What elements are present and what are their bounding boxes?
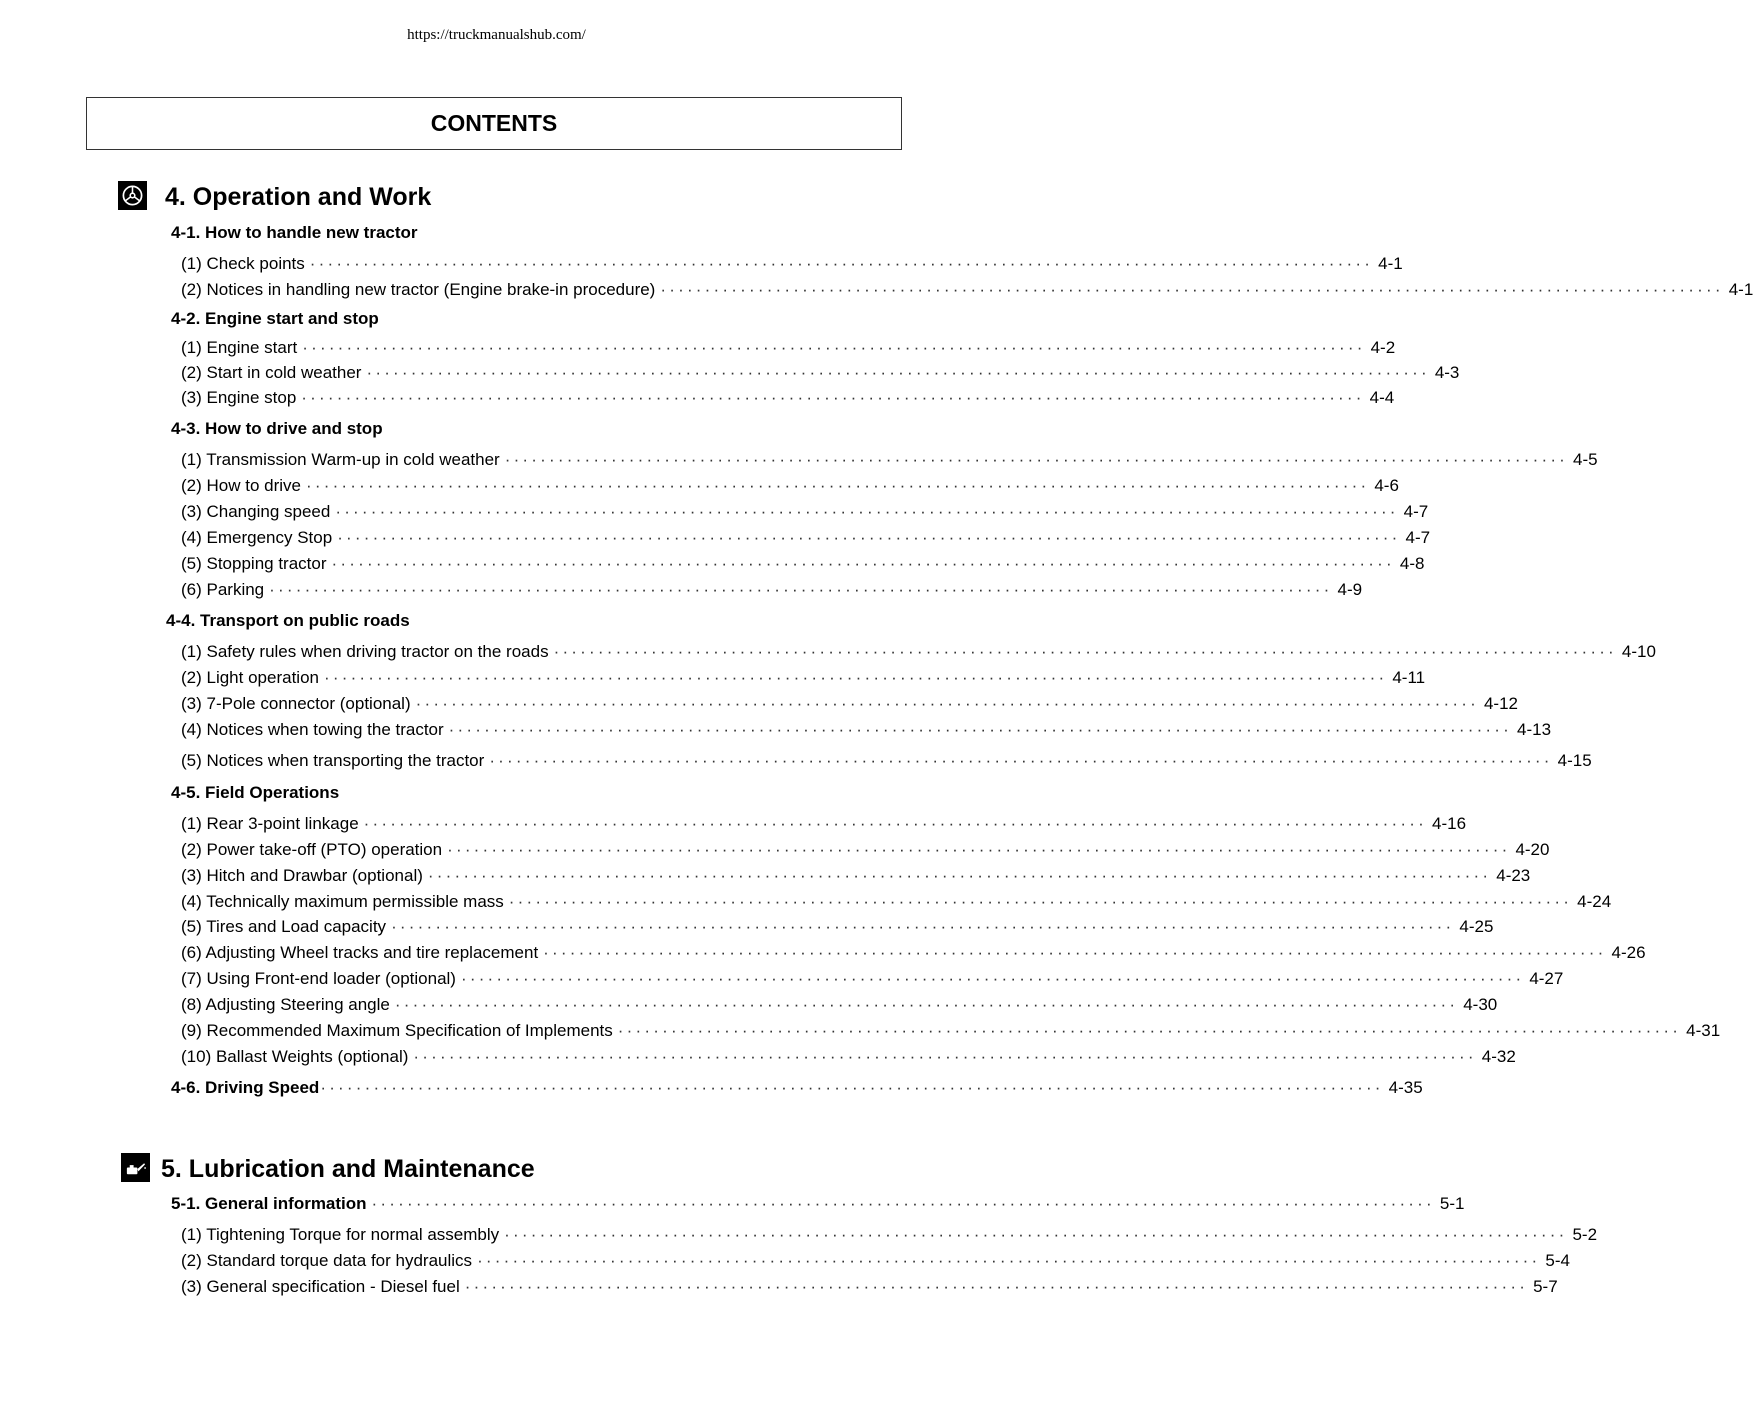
leader-dots: ························································································································ [504,450,1569,469]
leader-dots: ························································································································ [269,580,1333,599]
toc-entry-page: 4-1 [1378,254,1403,273]
toc-entry[interactable] [181,1277,1558,1297]
leader-dots: ························································································································ [391,917,1455,936]
toc-entry[interactable] [181,892,1612,912]
toc-entry-title: (5) Tires and Load capacity [181,917,387,936]
toc-entry[interactable] [181,694,1518,714]
toc-entry[interactable] [181,1021,1721,1041]
toc-entry-title: (1) Safety rules when driving tractor on the roads [181,642,549,661]
toc-entry-title: (3) General specification - Diesel fuel [181,1277,460,1296]
toc-entry[interactable] [181,668,1426,688]
toc-entry-page: 4-31 [1686,1021,1721,1040]
toc-entry-title: (1) Engine start [181,338,298,357]
toc-entry[interactable] [181,866,1531,886]
toc-entry-title: (8) Adjusting Steering angle [181,995,390,1014]
toc-entry-title: (2) Standard torque data for hydraulics [181,1251,473,1270]
toc-entry-title: (4) Notices when towing the tractor [181,720,444,739]
toc-entry-title: (1) Rear 3-point linkage [181,814,359,833]
toc-entry-page: 5-4 [1545,1251,1570,1270]
leader-dots: ························································································································ [460,969,1525,988]
leader-dots: ························································································································ [504,1225,1568,1244]
leader-dots: ························································································································ [320,1078,1384,1097]
toc-entry[interactable] [181,363,1460,383]
toc-entry[interactable] [181,1225,1598,1245]
leader-dots: ························································································································ [464,1277,1529,1296]
toc-entry-page: 4-11 [1392,668,1426,687]
toc-entry-page: 4-16 [1432,814,1467,833]
toc-entry-page: 4-1 [1728,280,1753,299]
toc-entry-page: 4-6 [1374,476,1399,495]
leader-dots: ························································································································ [489,751,1553,770]
contents-title: CONTENTS [430,110,558,136]
toc-entry-page: 5-2 [1572,1225,1598,1244]
toc-entry[interactable] [181,1047,1516,1067]
section-4-1-title: 4-1. How to handle new tractor [171,223,418,242]
toc-entry[interactable] [181,642,1656,662]
toc-entry-title: (3) Engine stop [181,388,297,407]
toc-entry-page: 5-7 [1533,1277,1558,1296]
leader-dots: ························································································································ [335,502,1399,521]
toc-entry-title: (3) 7-Pole connector (optional) [181,694,411,713]
toc-entry[interactable] [181,254,1403,274]
toc-entry[interactable] [181,528,1431,548]
chapter-5-title: 5. Lubrication and Maintenance [161,1155,535,1183]
toc-entry-title: (1) Check points [181,254,305,273]
toc-entry-page: 4-13 [1517,720,1552,739]
leader-dots: ························································································································ [415,694,1479,713]
section-4-3-title: 4-3. How to drive and stop [171,419,383,438]
toc-entry[interactable] [181,995,1498,1015]
toc-entry[interactable] [181,943,1646,963]
toc-entry[interactable] [181,751,1592,771]
steering-wheel-icon [118,181,147,210]
toc-entry-page: 4-24 [1577,892,1612,911]
toc-entry-page: 4-20 [1515,840,1550,859]
toc-entry-title: (10) Ballast Weights (optional) [181,1047,409,1066]
leader-dots: ························································································································ [305,476,1370,495]
toc-entry-page: 4-8 [1399,554,1425,573]
leader-dots: ························································································································ [413,1047,1477,1066]
toc-entry-page: 4-35 [1388,1078,1423,1097]
leader-dots: ························································································································ [447,840,1511,859]
toc-entry[interactable] [181,502,1429,522]
leader-dots: ························································································································ [302,338,1366,357]
toc-entry-page: 4-4 [1369,388,1395,407]
toc-entry-title: (3) Changing speed [181,502,331,521]
toc-entry-title: (2) Power take-off (PTO) operation [181,840,443,859]
toc-entry[interactable] [181,580,1363,600]
toc-entry-title: (4) Emergency Stop [181,528,333,547]
leader-dots: ························································································································ [448,720,1513,739]
toc-entry-title: (2) Notices in handling new tractor (Engine brake-in procedure) [181,280,656,299]
leader-dots: ························································································································ [617,1021,1682,1040]
contents-header-box [86,97,902,150]
toc-entry[interactable] [181,969,1564,989]
leader-dots: ························································································································ [477,1251,1541,1270]
chapter-4-title: 4. Operation and Work [165,183,432,211]
toc-entry-page: 4-32 [1481,1047,1516,1066]
toc-entry-title: (1) Tightening Torque for normal assembly [181,1225,500,1244]
toc-entry-page: 4-23 [1496,866,1531,885]
leader-dots: ························································································································ [309,254,1374,273]
toc-entry-title: (3) Hitch and Drawbar (optional) [181,866,423,885]
leader-dots: ························································································································ [394,995,1459,1014]
toc-entry[interactable] [181,476,1399,496]
section-4-5-title: 4-5. Field Operations [171,783,340,802]
toc-entry[interactable] [181,338,1396,358]
toc-entry-page: 4-12 [1483,694,1518,713]
toc-entry[interactable] [181,388,1395,408]
leader-dots: ························································································································ [331,554,1395,573]
toc-entry-title: (4) Technically maximum permissible mass [181,892,504,911]
toc-entry[interactable] [181,917,1494,937]
leader-dots: ························································································································ [543,943,1607,962]
section-4-2-title: 4-2. Engine start and stop [171,309,379,328]
toc-entry[interactable] [181,450,1598,470]
leader-dots: ························································································································ [363,814,1427,833]
toc-entry-page: 4-5 [1573,450,1598,469]
leader-dots: ························································································································ [337,528,1401,547]
toc-entry-page: 4-26 [1611,943,1646,962]
toc-entry-title: (9) Recommended Maximum Specification of Implements [181,1021,613,1040]
toc-entry-title: (5) Stopping tractor [181,554,327,573]
toc-entry-title: (6) Parking [181,580,265,599]
oil-can-icon [121,1153,150,1182]
toc-entry[interactable] [181,814,1467,834]
section-5-1-entry[interactable] [171,1194,1465,1214]
toc-entry-page: 4-10 [1621,642,1656,661]
toc-entry-page: 4-15 [1557,751,1592,770]
toc-entry[interactable] [181,1251,1570,1271]
leader-dots: ························································································································ [301,388,1365,407]
section-4-6-title: 4-6. Driving Speed [171,1078,320,1097]
leader-dots: ························································································································ [427,866,1492,885]
toc-entry-title: (1) Transmission Warm-up in cold weather [181,450,500,469]
toc-entry[interactable] [181,554,1425,574]
leader-dots: ························································································································ [508,892,1573,911]
section-4-4-title: 4-4. Transport on public roads [166,611,410,630]
toc-entry-title: (2) How to drive [181,476,301,495]
toc-entry-page: 4-9 [1337,580,1363,599]
toc-entry-title: (7) Using Front-end loader (optional) [181,969,456,988]
toc-entry-page: 4-27 [1529,969,1564,988]
leader-dots: ························································································································ [553,642,1617,661]
toc-entry[interactable] [181,720,1552,740]
section-5-1-title: 5-1. General information [171,1194,367,1213]
toc-entry[interactable] [181,840,1550,860]
source-url[interactable]: https://truckmanualshub.com/ [407,27,586,43]
toc-entry-page: 4-3 [1434,363,1460,382]
leader-dots: ························································································································ [366,363,1430,382]
toc-entry-title: (2) Light operation [181,668,319,687]
toc-entry-title: (5) Notices when transporting the tractor [181,751,485,770]
toc-entry[interactable] [181,280,1753,300]
toc-entry-page: 5-1 [1439,1194,1465,1213]
toc-entry-title: (2) Start in cold weather [181,363,362,382]
leader-dots: ························································································································ [660,280,1724,299]
toc-entry-page: 4-2 [1370,338,1396,357]
toc-entry-page: 4-25 [1459,917,1494,936]
toc-entry-page: 4-7 [1403,502,1429,521]
toc-entry-page: 4-7 [1405,528,1431,547]
toc-entry-page: 4-30 [1463,995,1498,1014]
leader-dots: ························································································································ [323,668,1388,687]
section-4-6-entry[interactable] [171,1078,1423,1098]
toc-entry-title: (6) Adjusting Wheel tracks and tire replacement [181,943,539,962]
leader-dots: ························································································································ [371,1194,1435,1213]
